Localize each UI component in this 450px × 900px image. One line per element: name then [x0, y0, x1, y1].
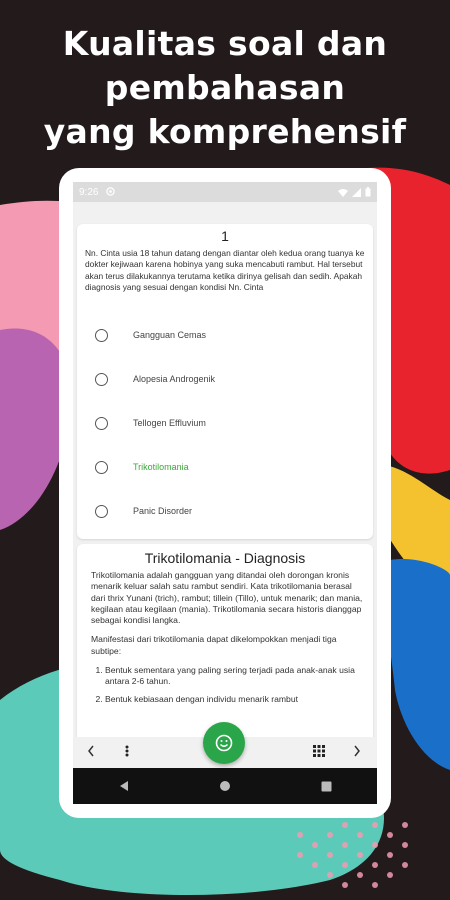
feedback-fab-button[interactable]: [203, 722, 245, 764]
headline-line-2: pembahasan: [104, 68, 346, 107]
headline-line-3: yang komprehensif: [43, 112, 407, 151]
question-text: Nn. Cinta usia 18 tahun datang dengan diantar oleh kedua orang tuanya ke dokter kejiwaan karena hobinya yang suka mencabuti rambut. Hal tersebut akan terus dilakukannya terutama ketika dirinya gelisah dan sedih. Apakah diagnosis yang sesuai dengan kondisi Nn. Cinta: [85, 248, 365, 292]
status-icons: [338, 187, 371, 197]
chevron-right-icon[interactable]: [353, 744, 361, 760]
recents-icon[interactable]: [321, 781, 332, 792]
grid-icon[interactable]: [313, 744, 325, 760]
radio-button[interactable]: [95, 505, 108, 518]
option-item-correct[interactable]: [77, 452, 373, 482]
app-screen: [73, 182, 377, 804]
explanation-card: [77, 544, 373, 744]
chevron-left-icon[interactable]: [87, 744, 95, 760]
option-label-correct: Trikotilomania: [133, 462, 189, 472]
phone-frame: [59, 168, 391, 818]
list-item: 2. Bentuk kebiasaan dengan individu menarik rambut: [105, 694, 365, 705]
subtype-list: [91, 665, 365, 705]
option-item[interactable]: [77, 320, 373, 350]
explanation-body: [91, 570, 365, 711]
option-label: Tellogen Effluvium: [133, 418, 206, 428]
question-card: [77, 224, 373, 539]
signal-icon: [352, 188, 361, 197]
option-label: Alopesia Androgenik: [133, 374, 216, 384]
smiley-icon: [215, 734, 233, 752]
explanation-title: Trikotilomania - Diagnosis: [144, 550, 306, 566]
option-label: Panic Disorder: [133, 506, 193, 516]
more-vert-icon[interactable]: [125, 744, 129, 760]
battery-icon: [365, 187, 371, 197]
wifi-icon: [338, 188, 348, 197]
home-icon[interactable]: [219, 780, 231, 792]
list-item: 1. Bentuk sementara yang paling sering terjadi pada anak-anak usia antara 2-6 tahun.: [105, 665, 365, 688]
option-item[interactable]: [77, 364, 373, 394]
option-item[interactable]: [77, 496, 373, 526]
radio-button[interactable]: [95, 417, 108, 430]
notification-icon: [106, 187, 115, 198]
explanation-paragraph: Manifestasi dari trikotilomania dapat dikelompokkan menjadi tiga subtipe:: [91, 634, 337, 656]
status-time: 9:26: [79, 186, 99, 198]
option-label: Gangguan Cemas: [133, 330, 207, 340]
radio-button[interactable]: [95, 461, 108, 474]
explanation-paragraph: Trikotilomania adalah gangguan yang ditandai oleh dorongan kronis menarik keluar salah satu rambut sendiri. Kata trikotilomania berasal dari thrix Yunani (trich), rambut; tillein (Tillo), untuk menarik; dan mania, kegilaan atau kegilaan (mania). Trikotilomania secara historis dianggap sebagai kondisi langka.: [91, 570, 363, 626]
radio-button[interactable]: [95, 329, 108, 342]
radio-button[interactable]: [95, 373, 108, 386]
back-icon[interactable]: [118, 780, 130, 792]
android-nav-bar: [73, 768, 377, 804]
question-number: 1: [221, 228, 229, 244]
status-bar: [73, 182, 377, 202]
option-item[interactable]: [77, 408, 373, 438]
headline-line-1: Kualitas soal dan: [62, 24, 388, 63]
promo-headline: [0, 22, 450, 154]
